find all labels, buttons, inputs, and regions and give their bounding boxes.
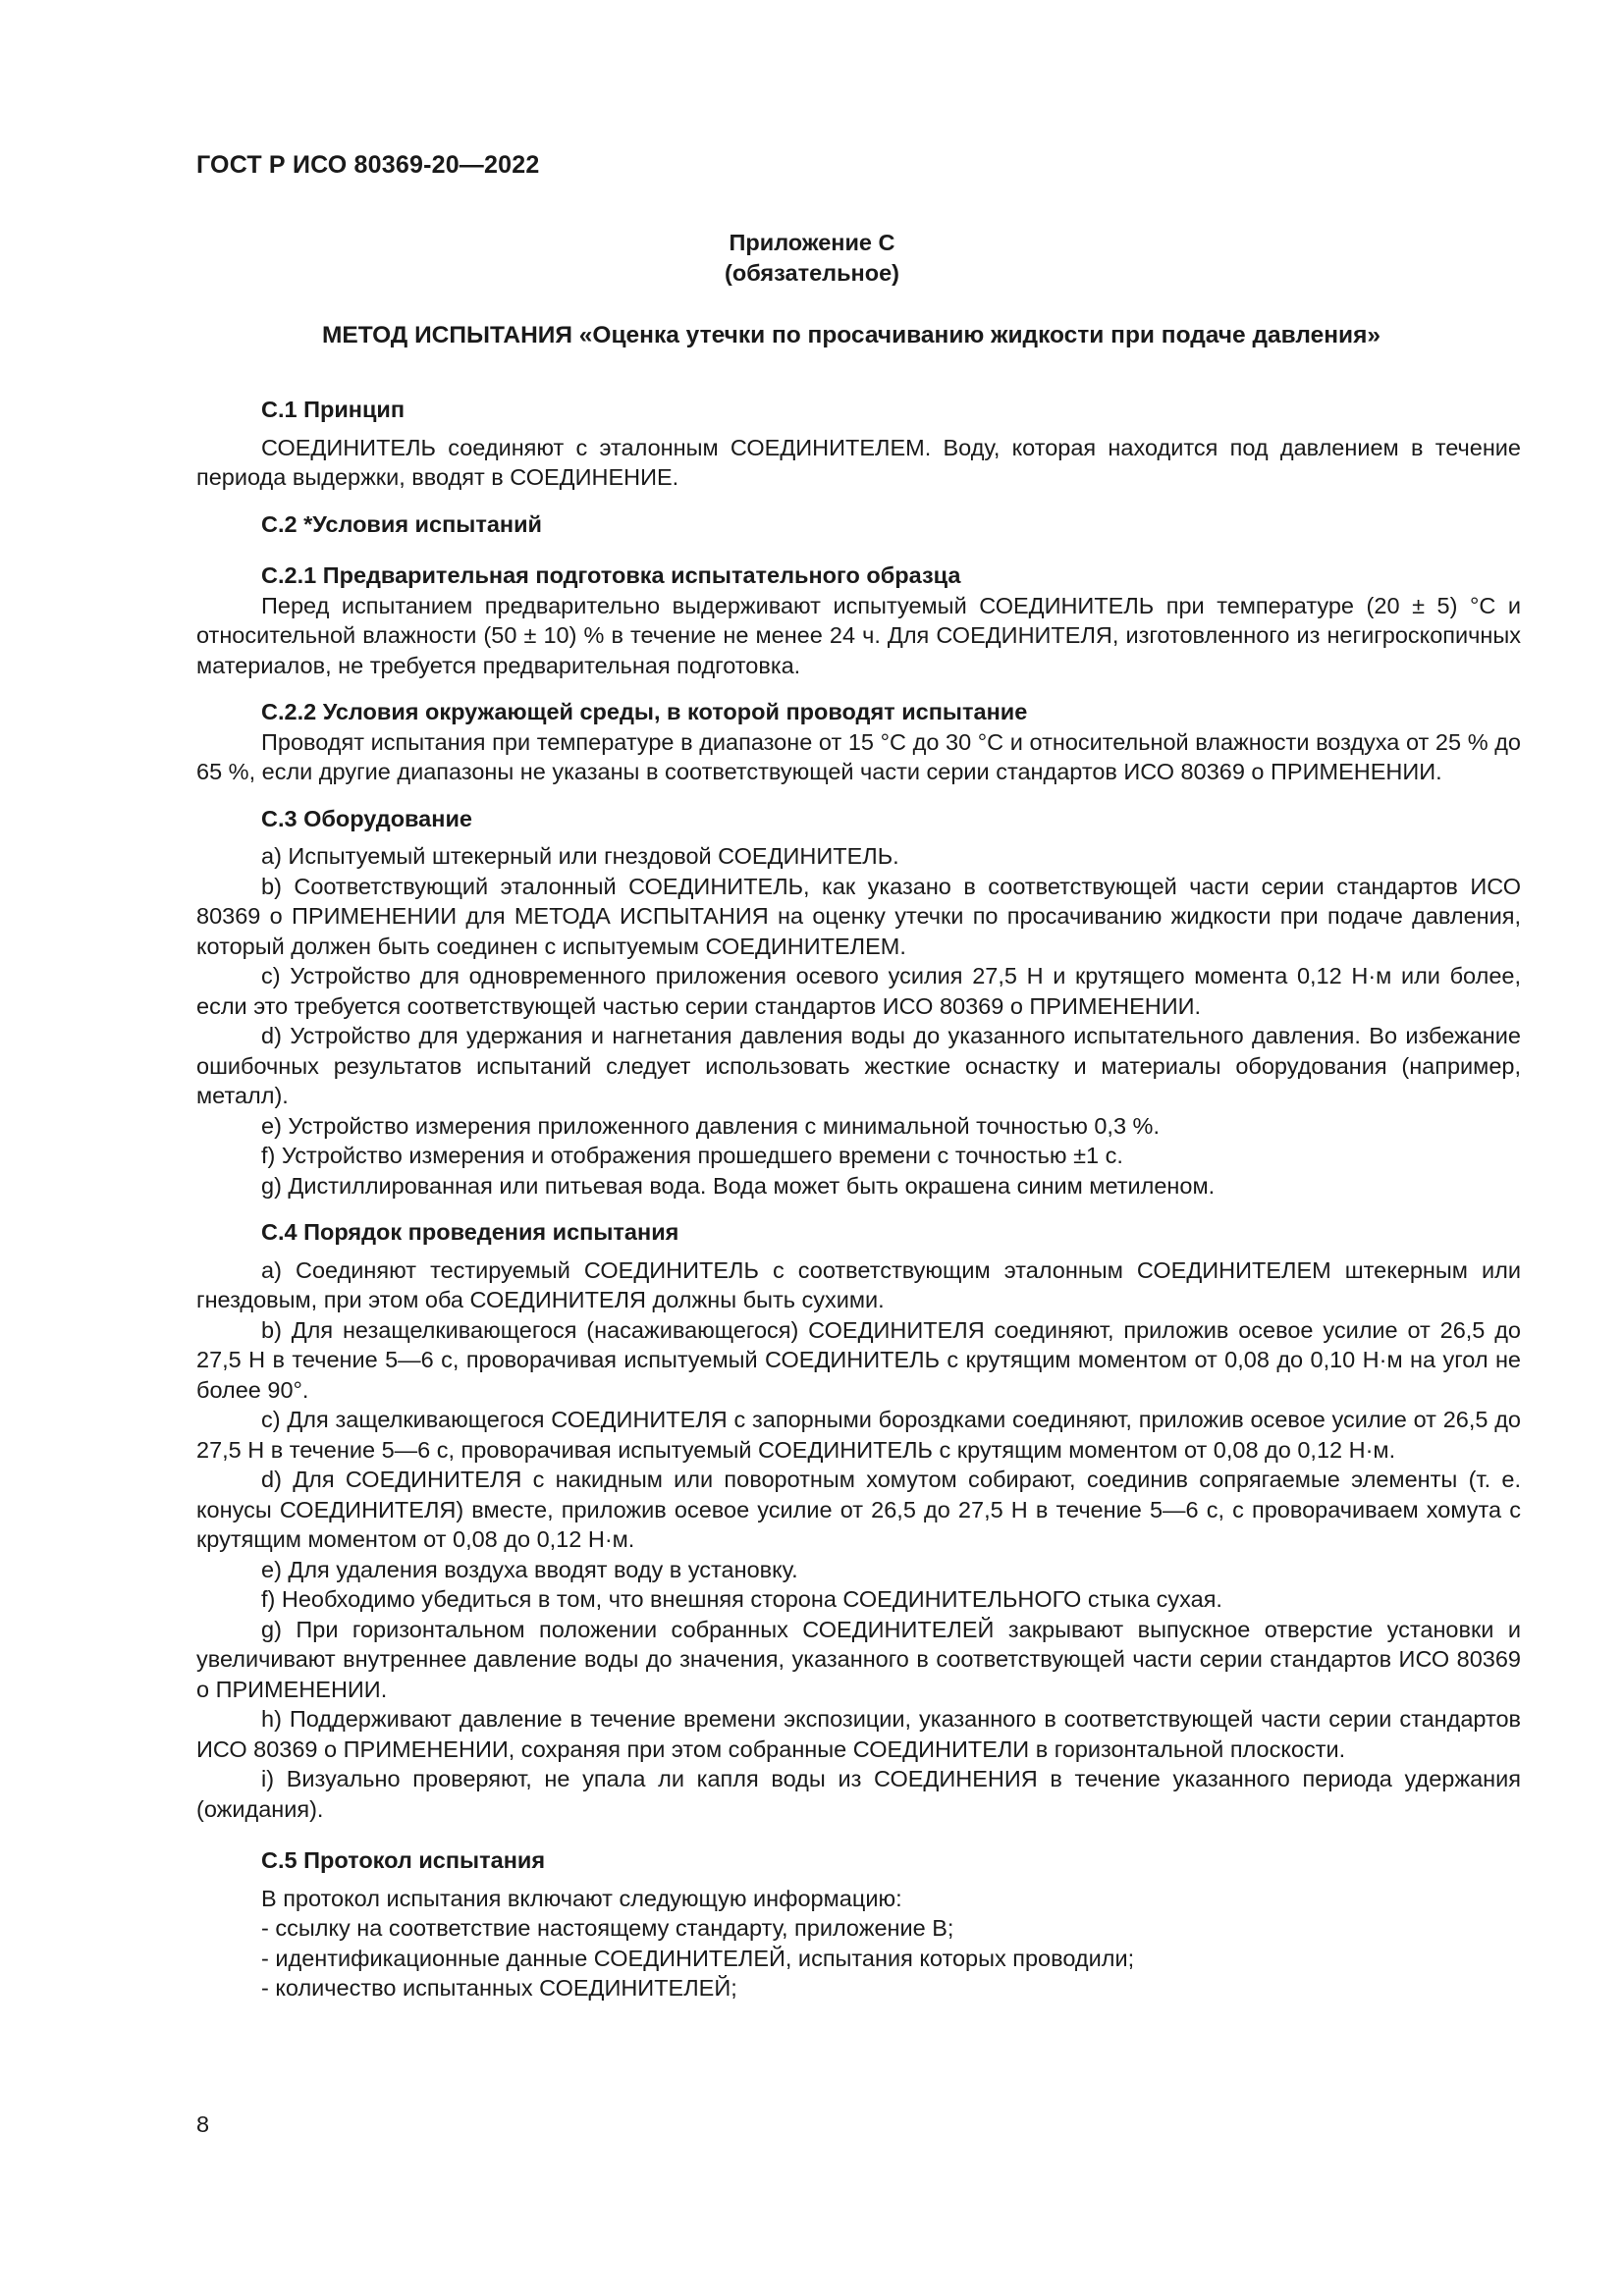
report-item: - идентификационные данные СОЕДИНИТЕЛЕЙ, испытания которых проводили;	[261, 1945, 1135, 1971]
annex-status: (обязательное)	[725, 260, 899, 286]
equipment-item: b) Соответствующий эталонный СОЕДИНИТЕЛЬ, как указано в соответствующей части серии стандартов ИСО 80369 о ПРИМЕНЕНИИ для МЕТОДА ИСПЫТАНИЯ на оценку утечки по просачиванию жидкости при подаче давления, который должен быть соединен с испытуемым СОЕДИНИТЕЛЕМ.	[196, 873, 1521, 959]
procedure-step: g) При горизонтальном положении собранных СОЕДИНИТЕЛЕЙ закрывают выпускное отверстие установки и увеличивают внутреннее давление воды до значения, указанного в соответствующей части серии стандартов ИСО 80369 о ПРИМЕНЕНИИ.	[196, 1616, 1521, 1702]
page-number: 8	[196, 2111, 210, 2137]
procedure-step: a) Соединяют тестируемый СОЕДИНИТЕЛЬ с соответствующим эталонным СОЕДИНИТЕЛЕМ штекерным или гнездовым, при этом оба СОЕДИНИТЕЛЯ должны быть сухими.	[196, 1256, 1521, 1312]
section-c5-heading: С.5 Протокол испытания	[261, 1847, 546, 1873]
procedure-step: e) Для удаления воздуха вводят воду в установку.	[261, 1556, 798, 1582]
report-item: - ссылку на соответствие настоящему стандарту, приложение В;	[261, 1915, 954, 1941]
section-c22-text: Проводят испытания при температуре в диапазоне от 15 °С до 30 °С и относительной влажности воздуха от 25 % до 65 %, если другие диапазоны не указаны в соответствующей части серии стандартов ИСО 80369 о ПРИМЕНЕНИИ.	[196, 728, 1521, 784]
procedure-step: i) Визуально проверяют, не упала ли капля воды из СОЕДИНЕНИЯ в течение указанного периода удержания (ожидания).	[196, 1766, 1521, 1822]
report-item: - количество испытанных СОЕДИНИТЕЛЕЙ;	[261, 1975, 737, 2001]
equipment-item: a) Испытуемый штекерный или гнездовой СОЕДИНИТЕЛЬ.	[261, 843, 899, 869]
section-c21-heading: С.2.1 Предварительная подготовка испытательного образца	[261, 562, 961, 588]
section-c22-heading: С.2.2 Условия окружающей среды, в которой проводят испытание	[261, 699, 1028, 724]
equipment-item: g) Дистиллированная или питьевая вода. Вода может быть окрашена синим метиленом.	[261, 1172, 1216, 1199]
procedure-step: f) Необходимо убедиться в том, что внешняя сторона СОЕДИНИТЕЛЬНОГО стыка сухая.	[261, 1586, 1222, 1612]
section-c1-heading: С.1 Принцип	[261, 397, 406, 422]
annex-title: Приложение С	[729, 230, 895, 255]
procedure-step: h) Поддерживают давление в течение времени экспозиции, указанного в соответствующей части серии стандартов ИСО 80369 о ПРИМЕНЕНИИ, сохраняя при этом собранные СОЕДИНИТЕЛИ в горизонтальной плоскости.	[196, 1706, 1521, 1762]
equipment-item: c) Устройство для одновременного приложения осевого усилия 27,5 Н и крутящего момента 0,12 Н·м или более, если это требуется соответствующей частью серии стандартов ИСО 80369 о ПРИМЕНЕНИИ.	[196, 963, 1521, 1019]
procedure-step: d) Для СОЕДИНИТЕЛЯ с накидным или поворотным хомутом собирают, соединив сопрягаемые элементы (т. е. конусы СОЕДИНИТЕЛЯ) вместе, приложив осевое усилие от 26,5 до 27,5 Н в течение 5—6 с, с проворачиваем хомута с крутящим моментом от 0,08 до 0,12 Н·м.	[196, 1467, 1521, 1552]
procedure-list	[196, 1255, 1521, 1825]
section-c3-heading: С.3 Оборудование	[261, 805, 472, 831]
standard-designation: ГОСТ Р ИСО 80369-20—2022	[196, 151, 540, 179]
section-c4-heading: С.4 Порядок проведения испытания	[261, 1219, 679, 1245]
procedure-step: b) Для незащелкивающегося (насаживающегося) СОЕДИНИТЕЛЯ соединяют, приложив осевое усилие от 26,5 до 27,5 Н в течение 5—6 с, проворачивая испытуемый СОЕДИНИТЕЛЬ с крутящим моментом от 0,08 до 0,10 Н·м на угол не более 90°.	[196, 1316, 1521, 1403]
equipment-item: d) Устройство для удержания и нагнетания давления воды до указанного испытательного давления. Во избежание ошибочных результатов испытаний следует использовать жесткие оснастку и материалы оборудования (например, металл).	[196, 1023, 1521, 1108]
report-content-list	[196, 1884, 1521, 2003]
procedure-step: c) Для защелкивающегося СОЕДИНИТЕЛЯ с запорными бороздками соединяют, приложив осевое усилие от 26,5 до 27,5 Н в течение 5—6 с, проворачивая испытуемый СОЕДИНИТЕЛЬ с крутящим моментом от 0,08 до 0,12 Н·м.	[196, 1407, 1521, 1463]
equipment-item: e) Устройство измерения приложенного давления с минимальной точностью 0,3 %.	[261, 1112, 1160, 1139]
equipment-item: f) Устройство измерения и отображения прошедшего времени с точностью ±1 с.	[261, 1143, 1123, 1168]
document-body	[196, 395, 1521, 2003]
annex-main-title: МЕТОД ИСПЫТАНИЯ «Оценка утечки по просачиванию жидкости при подаче давления»	[321, 322, 1381, 348]
section-c2-heading: С.2 *Условия испытаний	[261, 510, 543, 537]
equipment-list	[196, 841, 1521, 1201]
annex-heading	[0, 228, 1624, 289]
section-c21-text: Перед испытанием предварительно выдерживают испытуемый СОЕДИНИТЕЛЬ при температуре (20 ± 5) °С и относительной влажности (50 ± 10) % в течение не менее 24 ч. Для СОЕДИНИТЕЛЯ, изготовленного из негигроскопичных материалов, не требуется предварительная подготовка.	[196, 592, 1521, 678]
report-intro: В протокол испытания включают следующую информацию:	[261, 1885, 902, 1911]
section-c1-text: СОЕДИНИТЕЛЬ соединяют с эталонным СОЕДИНИТЕЛЕМ. Воду, которая находится под давлением в течение периода выдержки, вводят в СОЕДИНЕНИЕ.	[196, 434, 1521, 490]
